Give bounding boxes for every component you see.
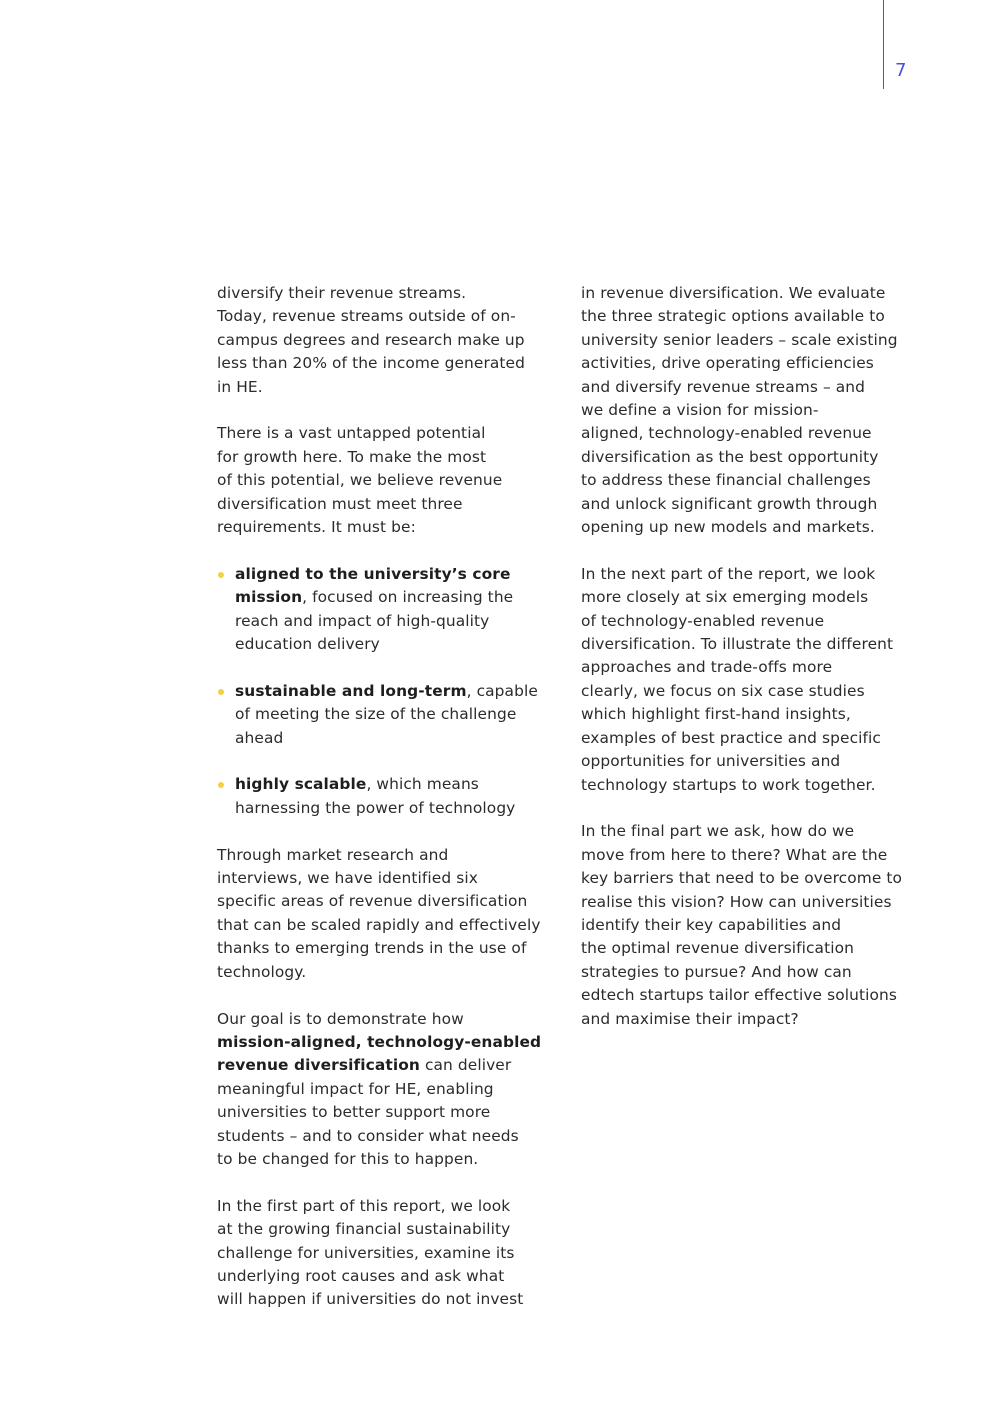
text-line: examples of best practice and specific (581, 728, 881, 747)
text-line: There is a vast untapped potential (217, 424, 486, 443)
text-line: we define a vision for mission- (581, 401, 819, 420)
text-line: opening up new models and markets. (581, 518, 875, 537)
text-run: , capable (466, 681, 538, 700)
text-line (217, 1054, 562, 1077)
right-column (581, 282, 926, 1054)
bullet-dot-icon (218, 782, 224, 788)
text-run: , which means (366, 775, 479, 794)
text-line: identify their key capabilities and (581, 915, 842, 934)
requirements-list (217, 563, 562, 820)
text-line: universities to better support more (217, 1103, 491, 1122)
text-line: that can be scaled rapidly and effectively (217, 915, 541, 934)
text-line: Our goal is to demonstrate how (217, 1009, 464, 1028)
requirement-scalable (217, 773, 562, 820)
left-column (217, 282, 562, 1335)
first-part-paragraph (217, 1195, 562, 1312)
text-line: of this potential, we believe revenue (217, 471, 503, 490)
evaluate-paragraph (581, 282, 926, 539)
text-line: edtech startups tailor effective solutions (581, 986, 897, 1005)
goal-paragraph (217, 1008, 562, 1172)
text-line: technology. (217, 962, 307, 981)
text-line: In the next part of the report, we look (581, 564, 876, 583)
text-line: harnessing the power of technology (235, 798, 516, 817)
bold-phrase: sustainable and long-term (235, 681, 467, 700)
text-line: more closely at six emerging models (581, 588, 869, 607)
text-line: In the final part we ask, how do we (581, 822, 855, 841)
text-line: the three strategic options available to (581, 307, 885, 326)
text-line: to be changed for this to happen. (217, 1149, 479, 1168)
page-number-rule (883, 0, 884, 89)
text-line: education delivery (235, 635, 380, 654)
text-line: clearly, we focus on six case studies (581, 681, 865, 700)
text-line: challenge for universities, examine its (217, 1243, 515, 1262)
text-line: realise this vision? How can universities (581, 892, 892, 911)
text-line: In the first part of this report, we look (217, 1196, 511, 1215)
text-line: mission-aligned, technology-enabled (217, 1032, 542, 1051)
text-line: opportunities for universities and (581, 752, 841, 771)
text-line: approaches and trade-offs more (581, 658, 833, 677)
text-line: which highlight first-hand insights, (581, 705, 851, 724)
text-line: less than 20% of the income generated (217, 354, 525, 373)
bold-phrase: revenue diversification (217, 1056, 420, 1075)
text-line: campus degrees and research make up (217, 330, 525, 349)
text-line: interviews, we have identified six (217, 869, 478, 888)
text-line: move from here to there? What are the (581, 845, 888, 864)
text-line: of technology-enabled revenue (581, 611, 825, 630)
text-line: for growth here. To make the most (217, 447, 487, 466)
intro-paragraph (217, 282, 562, 399)
text-line: activities, drive operating efficiencies (581, 354, 874, 373)
research-paragraph (217, 844, 562, 984)
text-line: ahead (235, 728, 284, 747)
text-line (235, 680, 562, 703)
text-line: thanks to emerging trends in the use of (217, 939, 527, 958)
text-line: university senior leaders – scale existing (581, 330, 898, 349)
text-run: , focused on increasing the (302, 588, 514, 607)
final-part-paragraph (581, 820, 926, 1031)
text-line: technology startups to work together. (581, 775, 876, 794)
text-line: students – and to consider what needs (217, 1126, 519, 1145)
text-line: key barriers that need to be overcome to (581, 869, 903, 888)
text-line: in revenue diversification. We evaluate (581, 284, 886, 302)
page-number: 7 (895, 60, 907, 81)
text-line: diversification must meet three (217, 494, 463, 513)
requirement-mission-aligned (217, 563, 562, 657)
bullet-dot-icon (218, 689, 224, 695)
text-line: of meeting the size of the challenge (235, 705, 517, 724)
bold-phrase: highly scalable (235, 775, 367, 794)
text-line: aligned, technology-enabled revenue (581, 424, 872, 443)
text-line: Today, revenue streams outside of on- (217, 307, 516, 326)
text-line: diversification. To illustrate the different (581, 635, 894, 654)
text-line: in HE. (217, 377, 263, 396)
requirement-sustainable (217, 680, 562, 750)
text-line: reach and impact of high-quality (235, 611, 490, 630)
next-part-paragraph (581, 563, 926, 797)
text-run: can deliver (419, 1056, 512, 1075)
text-line: strategies to pursue? And how can (581, 962, 852, 981)
text-line: and diversify revenue streams – and (581, 377, 866, 396)
text-line (235, 773, 562, 796)
text-line: at the growing financial sustainability (217, 1220, 511, 1239)
potential-paragraph (217, 422, 562, 539)
text-line: underlying root causes and ask what (217, 1266, 505, 1285)
text-line: diversification as the best opportunity (581, 447, 879, 466)
text-line: the optimal revenue diversification (581, 939, 854, 958)
text-line: will happen if universities do not invest (217, 1290, 524, 1309)
bold-phrase: mission (235, 588, 303, 607)
text-line: to address these financial challenges (581, 471, 871, 490)
text-line: meaningful impact for HE, enabling (217, 1079, 494, 1098)
text-line: Through market research and (217, 845, 449, 864)
bullet-dot-icon (218, 572, 224, 578)
text-line: specific areas of revenue diversification (217, 892, 528, 911)
text-line: and maximise their impact? (581, 1009, 799, 1028)
text-line: requirements. It must be: (217, 518, 416, 537)
text-line: diversify their revenue streams. (217, 284, 467, 302)
text-line (235, 586, 562, 609)
text-line: aligned to the university’s core (235, 564, 511, 583)
text-line: and unlock significant growth through (581, 494, 878, 513)
